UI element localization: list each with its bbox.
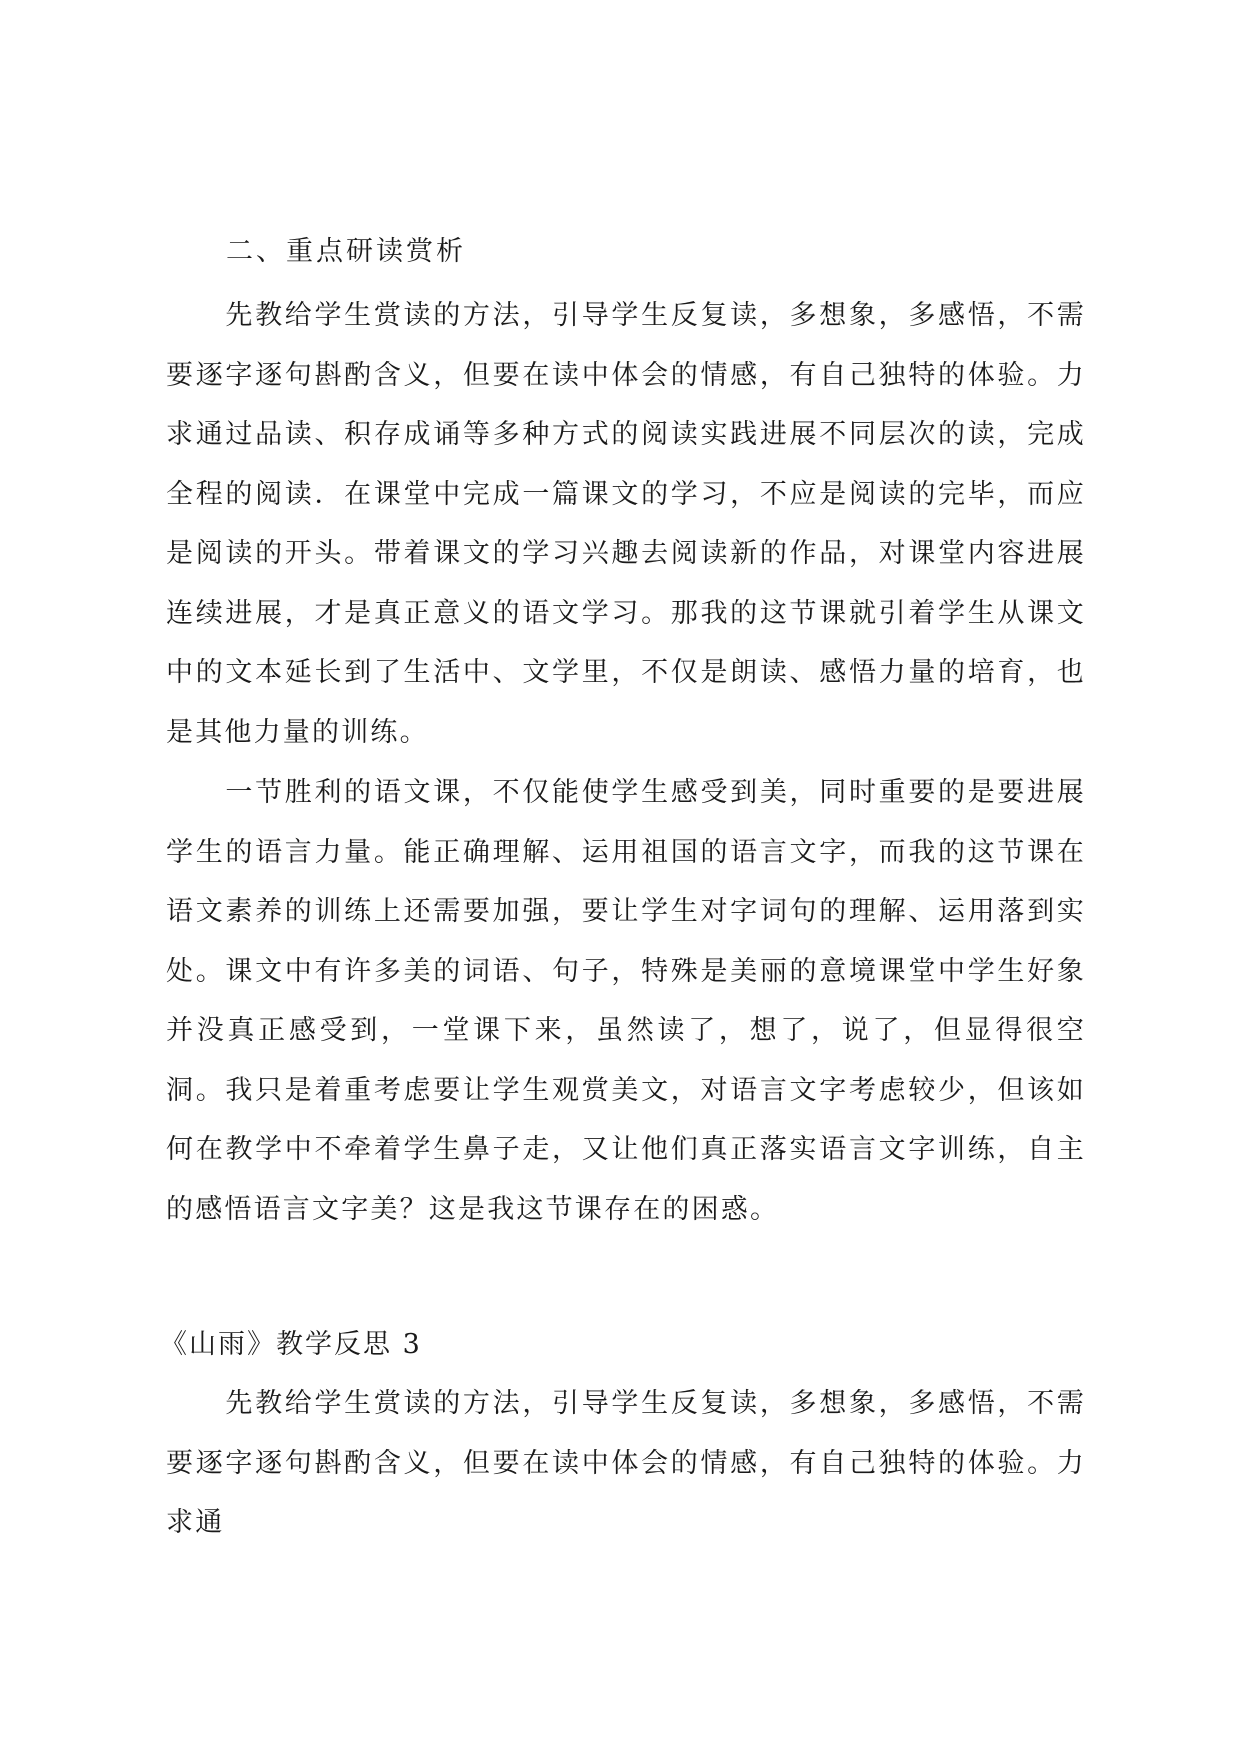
article-title: 《山雨》教学反思 3 [160,1329,422,1360]
body-paragraph-2: 一节胜利的语文课，不仅能使学生感受到美，同时重要的是要进展学生的语言力量。能正确理解、运用祖国的语言文字，而我的这节课在语文素养的训练上还需要加强，要让学生对字词句的理解、运用落到实处。课文中有许多美的词语、句子，特殊是美丽的意境课堂中学生好象并没真正感受到，一堂课下来，虽然读了，想了，说了，但显得很空洞。我只是着重考虑要让学生观赏美文，对语言文字考虑较少，但该如何在教学中不牵着学生鼻子走，又让他们真正落实语言文字训练，自主的感悟语言文字美？这是我这节课存在的困惑。 [166,777,1086,1225]
body-paragraph-1: 先教给学生赏读的方法，引导学生反复读，多想象，多感悟，不需要逐字逐句斟酌含义，但要在读中体会的情感，有自己独特的体验。力求通过品读、积存成诵等多种方式的阅读实践进展不同层次的读，完成全程的阅读．在课堂中完成一篇课文的学习，不应是阅读的完毕，而应是阅读的开头。带着课文的学习兴趣去阅读新的作品，对课堂内容进展连续进展，才是真正意义的语文学习。那我的这节课就引着学生从课文中的文本延长到了生活中、文学里，不仅是朗读、感悟力量的培育，也是其他力量的训练。 [166,300,1086,748]
section-heading: 二、重点研读赏析 [226,236,466,267]
body-paragraph-3: 先教给学生赏读的方法，引导学生反复读，多想象，多感悟，不需要逐字逐句斟酌含义，但要在读中体会的情感，有自己独特的体验。力求通 [166,1388,1086,1538]
